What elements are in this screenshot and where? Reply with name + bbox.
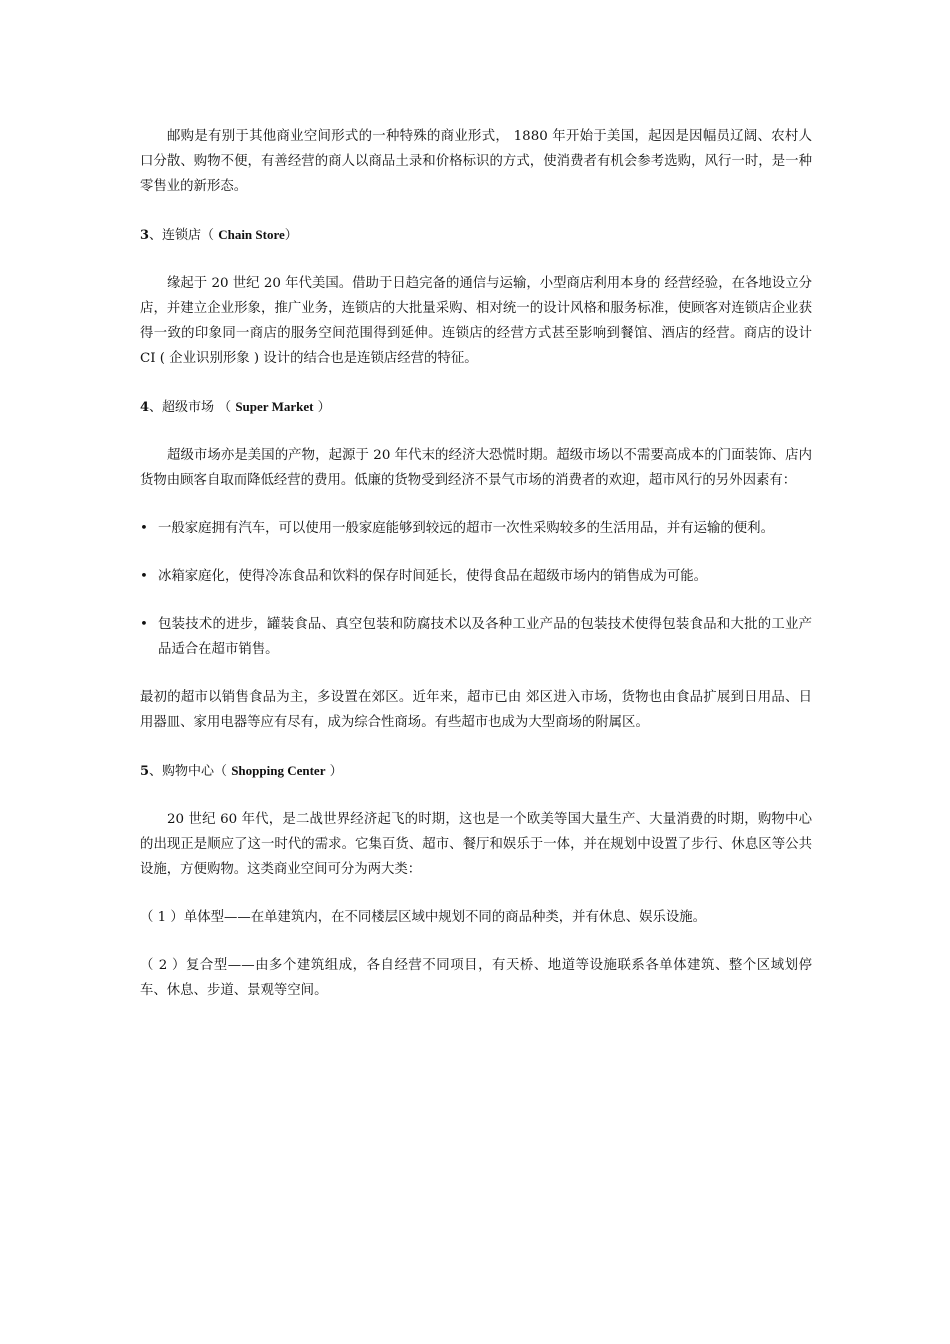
paragraph-type-single: （ 1 ）单体型——在单建筑内，在不同楼层区域中规划不同的商品种类，并有休息、娱乐设施。 <box>140 910 707 925</box>
heading-number: 3 <box>140 228 150 243</box>
paragraph-chain-store: 缘起于 20 世纪 20 年代美国。借助于日趋完备的通信与运输，小型商店利用本身的 经营经验，在各地设立分店，并建立企业形象，推广业务，连锁店的大批量采购、相对统一的设计风格和服务标准，使顾客对连锁店企业获得一致的印象同一商店的服务空间范围得到延伸。连锁店的经营方式甚至影响到餐馆、酒店的经营。商店的设计 CI ( 企业识别形象 ) 设计的结合也是连锁店经营的特征。 <box>140 276 812 366</box>
bullet-text: 包装技术的进步，罐装食品、真空包装和防腐技术以及各种工业产品的包装技术使得包装食品和大批的工业产品适合在超市销售。 <box>158 617 812 657</box>
heading-english: Super Market <box>235 399 314 414</box>
heading-close: ） <box>317 400 331 415</box>
heading-chinese: 、购物中心（ <box>149 764 228 779</box>
bullet-item <box>140 612 812 662</box>
paragraph-mail-order: 邮购是有别于其他商业空间形式的一种特殊的商业形式， 1880 年开始于美国，起因是因幅员辽阔、农村人口分散、购物不便，有善经营的商人以商品土录和价格标识的方式，使消费者有机会参考选购，风行一时，是一种零售业的新形态。 <box>140 129 812 194</box>
paragraph-shopping-center: 20 世纪 60 年代，是二战世界经济起飞的时期，这也是一个欧美等国大量生产、大量消费的时期，购物中心的出现正是顺应了这一时代的需求。它集百货、超市、餐厅和娱乐于一体，并在规划中设置了步行、休息区等公共设施，方便购物。这类商业空间可分为两大类： <box>140 812 812 877</box>
heading-number: 5 <box>140 764 150 779</box>
bullet-text: 一般家庭拥有汽车，可以使用一般家庭能够到较远的超市一次性采购较多的生活用品，并有运输的便利。 <box>158 521 774 536</box>
heading-english: Chain Store <box>218 227 285 242</box>
bullet-marker: • <box>140 569 148 584</box>
paragraph-type-compound: （ 2 ）复合型——由多个建筑组成，各自经营不同项目，有天桥、地道等设施联系各单体建筑、整个区域划停车、休息、步道、景观等空间。 <box>140 958 812 998</box>
heading-chinese: 、超级市场 （ <box>149 400 232 415</box>
section-heading-shopping-center <box>140 758 812 784</box>
bullet-text: 冰箱家庭化，使得冷冻食品和饮料的保存时间延长，使得食品在超级市场内的销售成为可能。 <box>158 569 708 584</box>
document-page <box>140 124 812 1026</box>
bullet-marker: • <box>140 617 148 632</box>
heading-chinese: 、连锁店（ <box>149 228 215 243</box>
paragraph-supermarket-later: 最初的超市以销售食品为主，多设置在郊区。近年来，超市已由 郊区进入市场，货物也由食品扩展到日用品、日用器皿、家用电器等应有尽有，成为综合性商场。有些超市也成为大型商场的附属区。 <box>140 690 812 730</box>
heading-close: ） <box>284 228 298 243</box>
bullet-marker: • <box>140 521 148 536</box>
section-heading-super-market <box>140 394 812 420</box>
bullet-item <box>140 564 812 589</box>
section-heading-chain-store <box>140 222 812 248</box>
bullet-item <box>140 516 812 541</box>
paragraph-supermarket-intro: 超级市场亦是美国的产物，起源于 20 年代末的经济大恐慌时期。超级市场以不需要高成本的门面装饰、店内货物由顾客自取而降低经营的费用。低廉的货物受到经济不景气市场的消费者的欢迎，超市风行的另外因素有： <box>140 448 812 488</box>
heading-number: 4 <box>140 400 150 415</box>
heading-close: ） <box>329 764 343 779</box>
heading-english: Shopping Center <box>231 763 326 778</box>
